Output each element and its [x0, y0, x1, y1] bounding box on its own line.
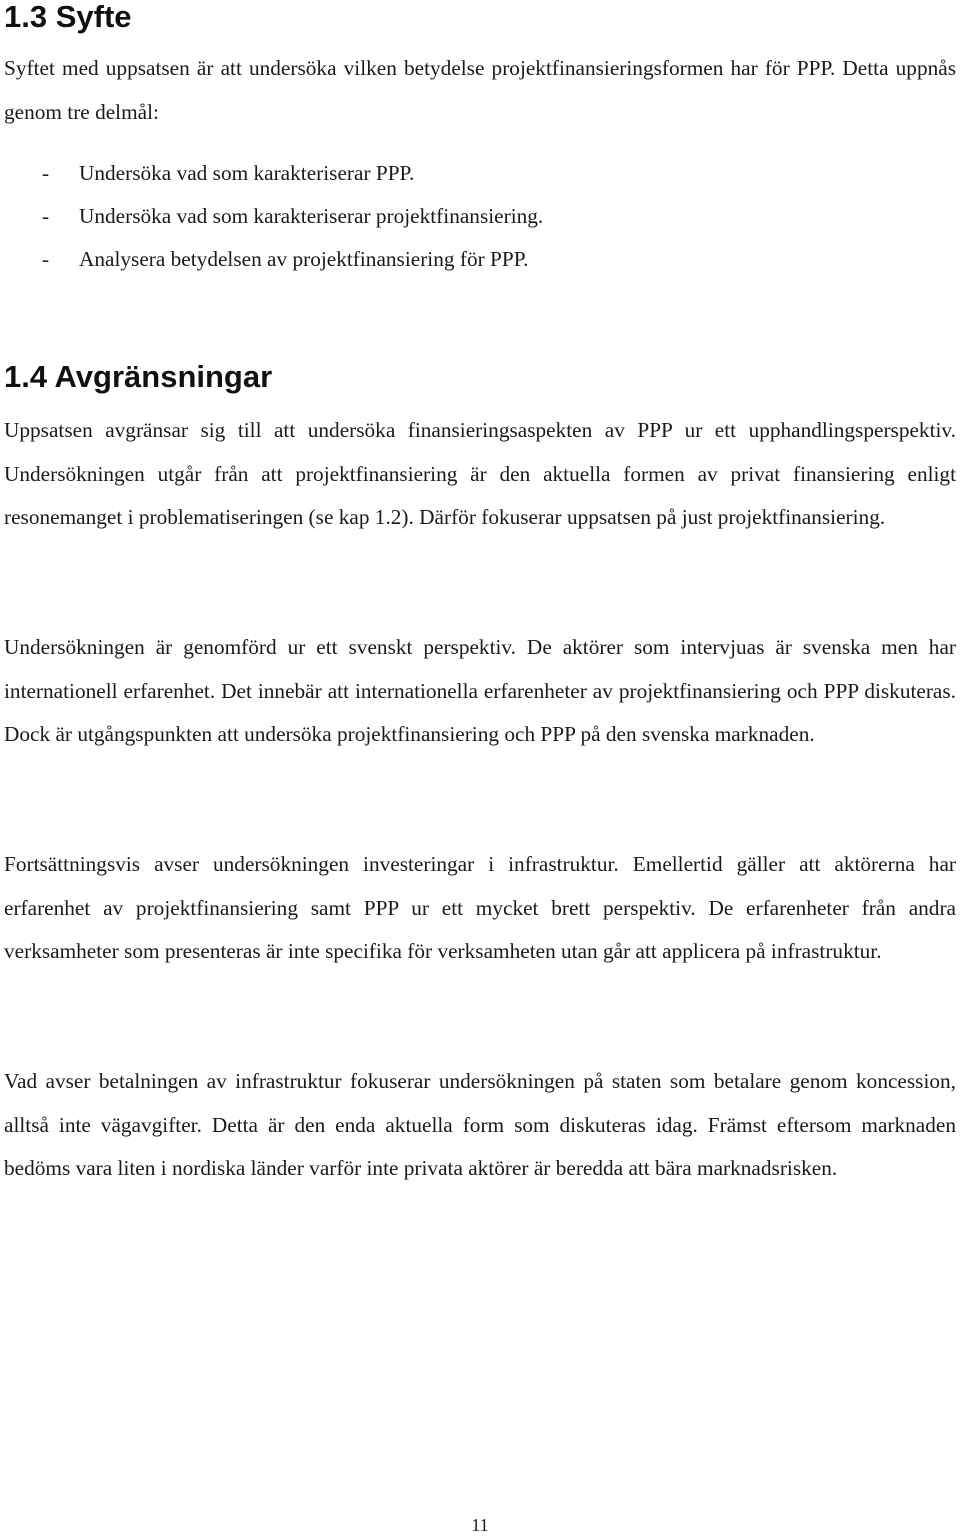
syfte-intro-paragraph: Syftet med uppsatsen är att undersöka vilken betydelse projektfinansieringsformen har för PPP. Detta uppnås genom tre delmål:: [4, 56, 956, 124]
list-item: [4, 152, 543, 195]
paragraph-infrastruktur: Fortsättningsvis avser undersökningen investeringar i infrastruktur. Emellertid gäller att aktörerna har erfarenhet av projektfinansiering samt PPP ur ett mycket brett perspektiv. De erfarenheter från andra verksamheter som presenteras är inte specifika för verksamheten utan går att applicera på infrastruktur.: [4, 852, 956, 963]
list-item-text: Undersöka vad som karakteriserar PPP.: [79, 161, 415, 185]
list-item-text: Undersöka vad som karakteriserar projektfinansiering.: [79, 204, 544, 228]
section-heading-syfte: 1.3 Syfte: [4, 0, 132, 34]
list-dash: -: [42, 204, 50, 228]
page-number: 11: [471, 1515, 489, 1535]
list-dash: -: [42, 247, 50, 271]
paragraph-upphandlingsperspektiv: Uppsatsen avgränsar sig till att undersöka finansieringsaspekten av PPP ur ett upphandlingsperspektiv. Undersökningen utgår från att projektfinansiering är den aktuella formen av privat finansiering enligt resonemanget i problematiseringen (se kap 1.2). Därför fokuserar uppsatsen på just projektfinansiering.: [4, 418, 956, 529]
list-item: [4, 238, 543, 281]
paragraph-betalning: Vad avser betalningen av infrastruktur fokuserar undersökningen på staten som betalare genom koncession, alltså inte vägavgifter. Detta är den enda aktuella form som diskuteras idag. Främst eftersom marknaden bedöms vara liten i nordiska länder varför inte privata aktörer är beredda att bära marknadsrisken.: [4, 1069, 956, 1180]
section-heading-avgransningar: 1.4 Avgränsningar: [4, 359, 273, 394]
paragraph-svenskt-perspektiv: Undersökningen är genomförd ur ett svenskt perspektiv. De aktörer som intervjuas är svenska men har internationell erfarenhet. Det innebär att internationella erfarenheter av projektfinansiering och PPP diskuteras. Dock är utgångspunkten att undersöka projektfinansiering och PPP på den svenska marknaden.: [4, 635, 956, 746]
list-item: [4, 195, 543, 238]
list-dash: -: [42, 161, 50, 185]
list-item-text: Analysera betydelsen av projektfinansiering för PPP.: [79, 247, 529, 271]
goals-list: [4, 152, 543, 281]
